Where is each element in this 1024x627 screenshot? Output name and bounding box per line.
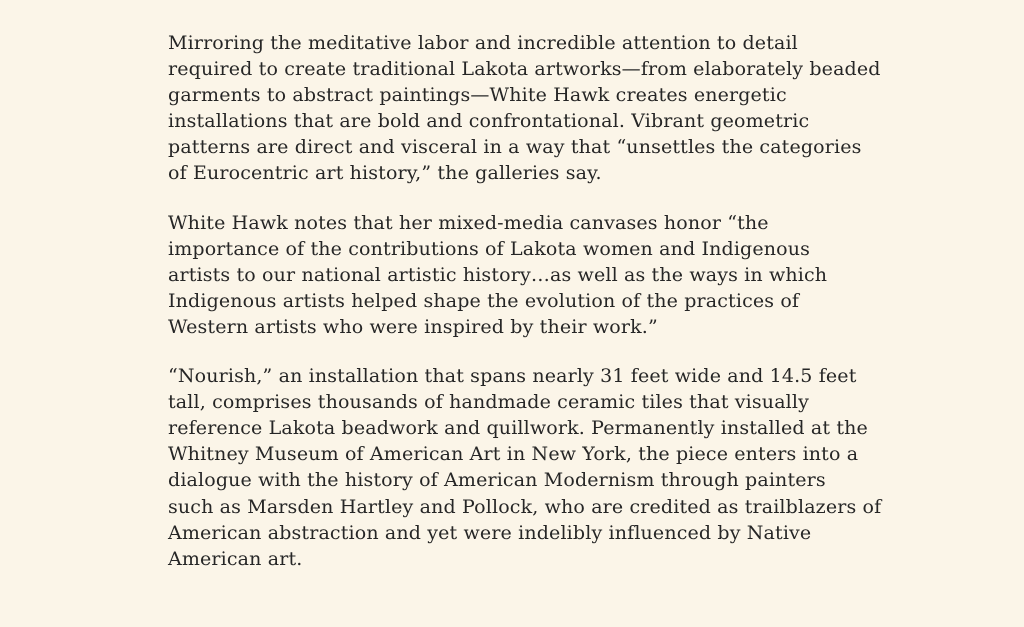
text-line: such as Marsden Hartley and Pollock, who are credited as trailblazers of (168, 495, 882, 518)
text-line: tall, comprises thousands of handmade ceramic tiles that visually (168, 391, 810, 414)
paragraph-3 (168, 363, 888, 572)
text-line: American abstraction and yet were indelibly influenced by Native (168, 521, 812, 544)
text-line: Western artists who were inspired by their work.” (168, 315, 658, 338)
paragraph-1 (168, 30, 888, 187)
text-line: American art. (168, 547, 303, 570)
text-line: “Nourish,” an installation that spans nearly 31 feet wide and 14.5 feet (168, 365, 857, 388)
text-line: patterns are direct and visceral in a way that “unsettles the categories (168, 136, 862, 159)
text-line: Indigenous artists helped shape the evolution of the practices of (168, 289, 800, 312)
text-line: of Eurocentric art history,” the galleries say. (168, 162, 602, 185)
text-line: required to create traditional Lakota artworks—from elaborately beaded (168, 58, 881, 81)
text-line: dialogue with the history of American Modernism through painters (168, 469, 826, 492)
text-line: Mirroring the meditative labor and incredible attention to detail (168, 32, 798, 54)
text-line: White Hawk notes that her mixed-media canvases honor “the (168, 211, 769, 234)
text-line: artists to our national artistic history…as well as the ways in which (168, 263, 828, 286)
paragraph-2 (168, 210, 888, 340)
article-body (168, 30, 888, 595)
text-line: garments to abstract paintings—White Hawk creates energetic (168, 84, 787, 107)
text-line: reference Lakota beadwork and quillwork. Permanently installed at the (168, 417, 868, 440)
text-line: importance of the contributions of Lakota women and Indigenous (168, 237, 811, 260)
text-line: installations that are bold and confrontational. Vibrant geometric (168, 110, 810, 133)
text-line: Whitney Museum of American Art in New York, the piece enters into a (168, 443, 859, 466)
